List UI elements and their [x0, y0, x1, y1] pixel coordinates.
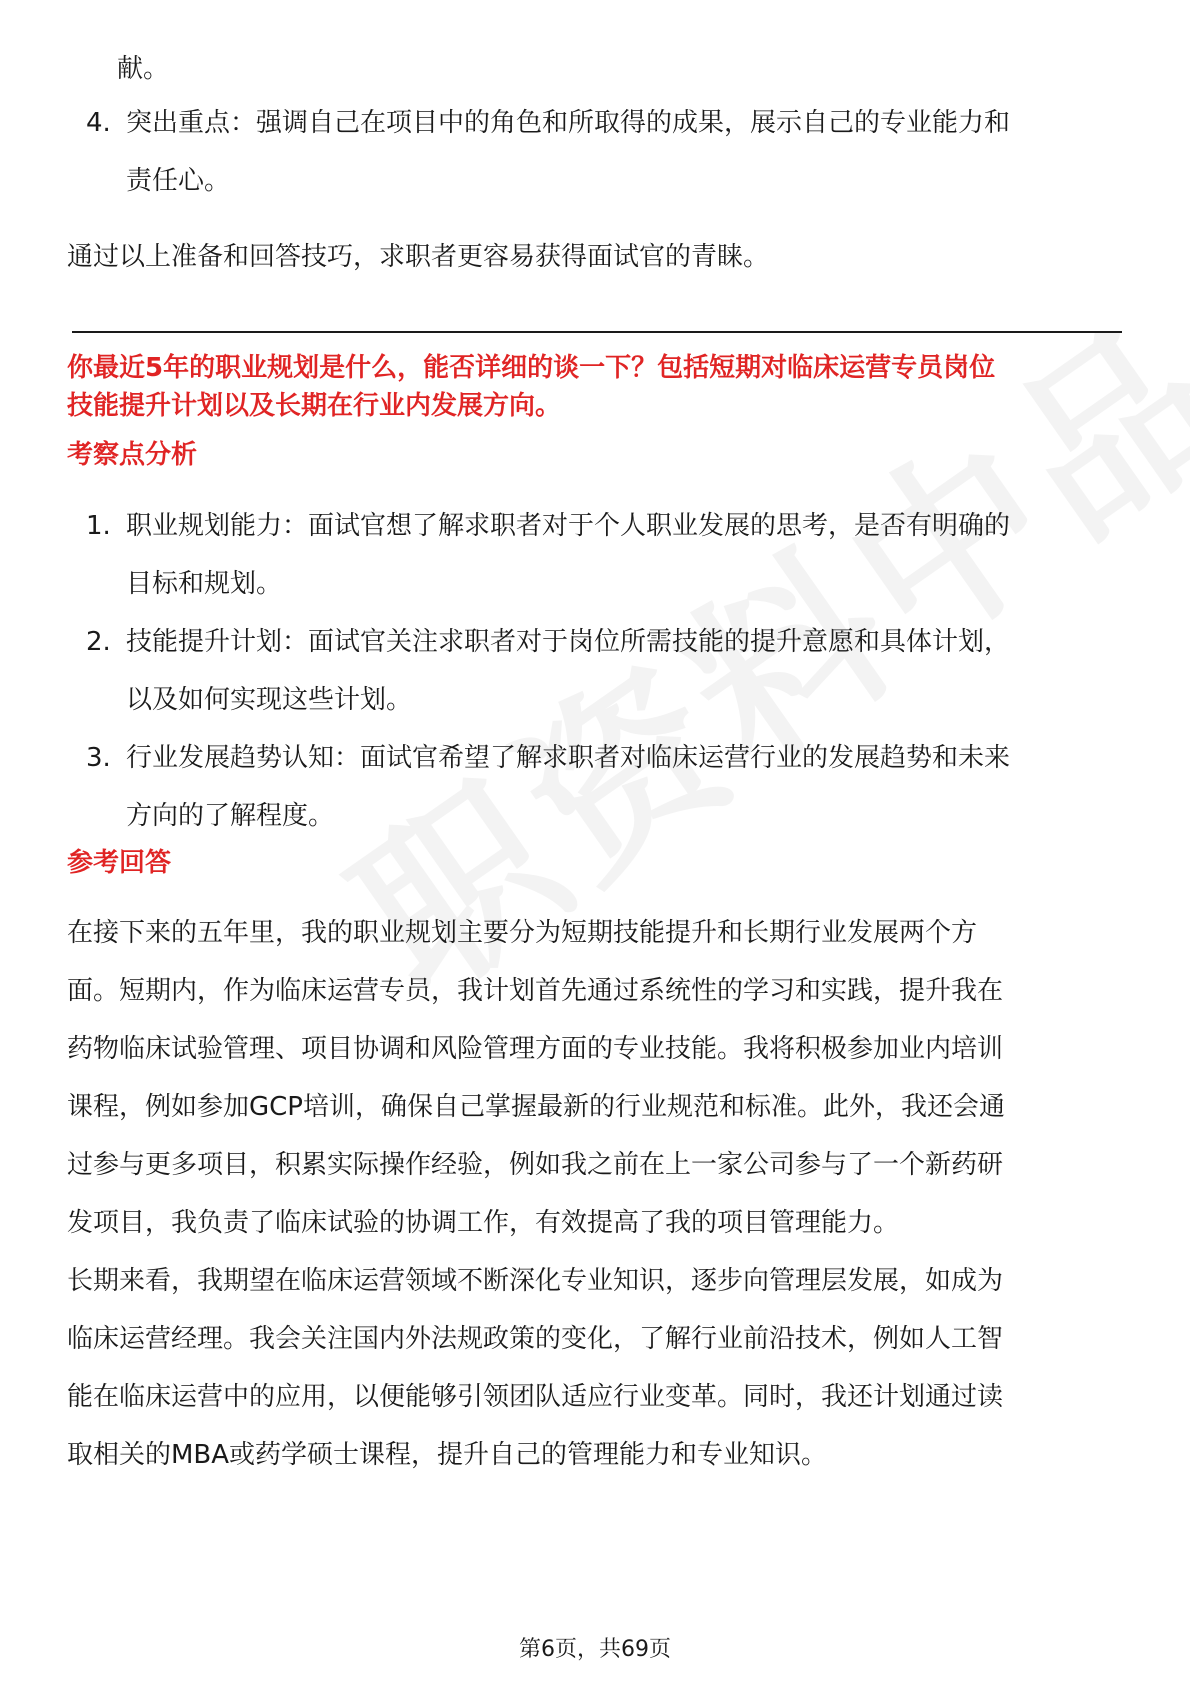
prev-continuation-text: 献。 — [117, 54, 170, 84]
paragraph-line: 课程，例如参加GCP培训，确保自己掌握最新的行业规范和标准。此外，我还会通 — [67, 1092, 1005, 1122]
list-number: 4. — [86, 108, 111, 138]
paragraph-line: 发项目，我负责了临床试验的协调工作，有效提高了我的项目管理能力。 — [67, 1208, 900, 1238]
paragraph-line: 面。短期内，作为临床运营专员，我计划首先通过系统性的学习和实践，提升我在 — [67, 976, 1004, 1006]
list-number: 2. — [86, 627, 111, 657]
list-item — [72, 497, 1132, 613]
list-number: 3. — [86, 743, 111, 773]
question-title — [67, 349, 1127, 425]
paragraph-line: 在接下来的五年里，我的职业规划主要分为短期技能提升和长期行业发展两个方 — [67, 918, 978, 948]
question-line: 技能提升计划以及长期在行业内发展方向。 — [67, 391, 562, 421]
list-item-text: 职业规划能力：面试官想了解求职者对于个人职业发展的思考，是否有明确的 — [126, 511, 1011, 541]
list-item-text-cont: 以及如何实现这些计划。 — [126, 685, 413, 715]
paragraph-line: 临床运营经理。我会关注国内外法规政策的变化，了解行业前沿技术，例如人工智 — [67, 1324, 1004, 1354]
paragraph-line: 长期来看，我期望在临床运营领域不断深化专业知识，逐步向管理层发展，如成为 — [67, 1266, 1004, 1296]
list-item-text-cont: 方向的了解程度。 — [126, 801, 335, 831]
prev-list — [72, 94, 1132, 210]
prev-summary: 通过以上准备和回答技巧，求职者更容易获得面试官的青睐。 — [67, 242, 770, 272]
list-item — [72, 729, 1132, 845]
list-item-text-cont: 责任心。 — [126, 166, 231, 196]
question-line: 你最近5年的职业规划是什么，能否详细的谈一下？包括短期对临床运营专员岗位 — [67, 353, 996, 383]
answer-heading: 参考回答 — [67, 848, 172, 878]
paragraph-line: 能在临床运营中的应用，以便能够引领团队适应行业变革。同时，我还计划通过读 — [67, 1382, 1004, 1412]
analysis-heading: 考察点分析 — [67, 440, 198, 470]
paragraph-line: 药物临床试验管理、项目协调和风险管理方面的专业技能。我将积极参加业内培训 — [67, 1034, 1004, 1064]
list-item-text: 技能提升计划：面试官关注求职者对于岗位所需技能的提升意愿和具体计划， — [126, 627, 1011, 657]
paragraph-line: 取相关的MBA或药学硕士课程，提升自己的管理能力和专业知识。 — [67, 1440, 828, 1470]
answer-paragraph-2 — [67, 1252, 1127, 1484]
page-footer: 第6页，共69页 — [519, 1637, 671, 1662]
paragraph-line: 过参与更多项目，积累实际操作经验，例如我之前在上一家公司参与了一个新药研 — [67, 1150, 1004, 1180]
list-item-text: 突出重点：强调自己在项目中的角色和所取得的成果，展示自己的专业能力和 — [126, 108, 1011, 138]
analysis-list — [72, 497, 1132, 845]
list-item-text-cont: 目标和规划。 — [126, 569, 283, 599]
answer-paragraph-1 — [67, 904, 1127, 1252]
section-divider — [72, 331, 1122, 333]
list-number: 1. — [86, 511, 111, 541]
list-item-text: 行业发展趋势认知：面试官希望了解求职者对临床运营行业的发展趋势和未来 — [126, 743, 1011, 773]
list-item — [72, 613, 1132, 729]
list-item — [72, 94, 1132, 210]
